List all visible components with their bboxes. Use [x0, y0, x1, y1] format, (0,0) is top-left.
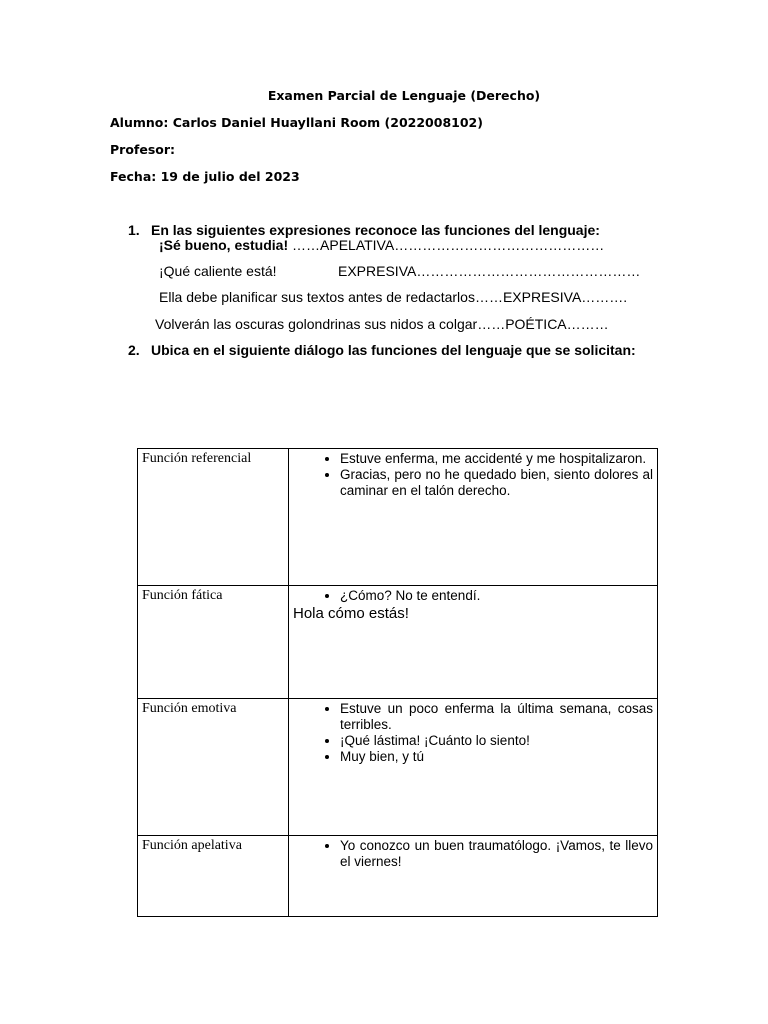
list-item: • Yo conozco un buen traumatólogo. ¡Vamos, te llevo el viernes!	[340, 838, 653, 870]
language-functions-table	[137, 448, 658, 917]
row-label: Función referencial	[138, 449, 289, 586]
table-row-fatica	[138, 586, 658, 699]
row-label: Función apelativa	[138, 836, 289, 917]
row-label: Función emotiva	[138, 699, 289, 836]
list-item: • ¡Qué lástima! ¡Cuánto lo siento!	[340, 733, 653, 749]
q1-item-4-expression: Volverán las oscuras golondrinas sus nidos a colgar	[155, 316, 478, 332]
bullet-list	[293, 838, 653, 870]
row-content	[289, 449, 658, 586]
table-row-emotiva	[138, 699, 658, 836]
q1-item-1	[159, 237, 604, 253]
row-content	[289, 699, 658, 836]
q2-number: 2.	[128, 342, 140, 358]
bullet-list	[293, 701, 653, 765]
list-item: • Estuve enferma, me accidenté y me hospitalizaron.	[340, 451, 653, 467]
row-content	[289, 586, 658, 699]
student-line: Alumno: Carlos Daniel Huayllani Room (2022008102)	[110, 115, 483, 130]
q1-item-1-expression: ¡Sé bueno, estudia!	[159, 237, 289, 253]
bullet-list	[293, 588, 653, 604]
list-item: • Muy bien, y tú	[340, 749, 653, 765]
q1-item-1-answer: ……APELATIVA………………………………………	[288, 237, 605, 253]
table-row-apelativa	[138, 836, 658, 917]
q1-item-2-answer: EXPRESIVA…………………………………………	[338, 263, 641, 279]
list-item: • Gracias, pero no he quedado bien, siento dolores al caminar en el talón derecho.	[340, 467, 653, 499]
q2-prompt: Ubica en el siguiente diálogo las funciones del lenguaje que se solicitan:	[151, 342, 636, 358]
list-item: • Estuve un poco enferma la última semana, cosas terribles.	[340, 701, 653, 733]
q1-item-4	[155, 316, 609, 332]
exam-title: Examen Parcial de Lenguaje (Derecho)	[267, 88, 541, 103]
q1-item-3-answer: ……EXPRESIVA……….	[474, 289, 628, 305]
bullet-list	[293, 451, 653, 499]
row-content	[289, 836, 658, 917]
table-row-referencial	[138, 449, 658, 586]
q1-prompt: En las siguientes expresiones reconoce las funciones del lenguaje:	[151, 222, 600, 238]
teacher-line: Profesor:	[110, 142, 176, 157]
q1-number: 1.	[128, 222, 140, 238]
row-label: Función fática	[138, 586, 289, 699]
q1-item-4-answer: ……POÉTICA………	[477, 316, 609, 332]
q1-item-3	[159, 289, 627, 305]
list-item: • ¿Cómo? No te entendí.	[340, 588, 653, 604]
date-line: Fecha: 19 de julio del 2023	[110, 169, 300, 184]
q1-item-2-expression: ¡Qué caliente está!	[159, 263, 277, 279]
q1-item-3-expression: Ella debe planificar sus textos antes de redactarlos	[159, 289, 475, 305]
free-text: Hola cómo estás!	[293, 605, 409, 622]
